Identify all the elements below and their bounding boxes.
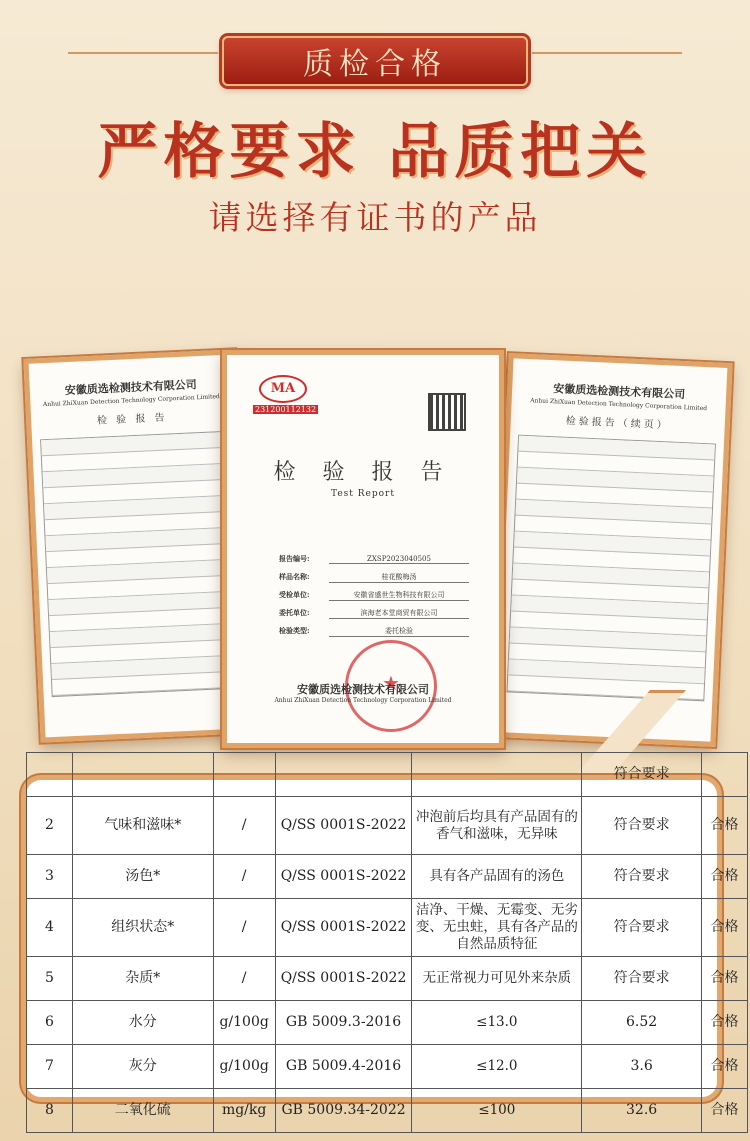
banner-divider-left bbox=[68, 52, 218, 54]
cell-method: Q/SS 0001S-2022 bbox=[275, 957, 412, 1001]
cell-verdict: 合格 bbox=[702, 1089, 748, 1133]
cell-method: GB 5009.4-2016 bbox=[275, 1045, 412, 1089]
cell-verdict: 合格 bbox=[702, 855, 748, 899]
cert-right-company-en: Anhui ZhiXuan Detection Technology Corporation Limited bbox=[530, 397, 708, 413]
subheadline: 请选择有证书的产品 bbox=[208, 198, 542, 237]
cell-result: 符合要求 bbox=[582, 797, 702, 855]
cell-standard: ≤100 bbox=[412, 1089, 582, 1133]
cell-item: 杂质* bbox=[72, 957, 213, 1001]
cell-standard: 无正常视力可见外来杂质 bbox=[412, 957, 582, 1001]
cell-result: 32.6 bbox=[582, 1089, 702, 1133]
zoomed-result-table bbox=[21, 765, 739, 1119]
cert-left-company-en: Anhui ZhiXuan Detection Technology Corporation Limited bbox=[42, 393, 220, 409]
cell-no: 7 bbox=[27, 1045, 73, 1089]
cert-right-table bbox=[506, 435, 715, 702]
report-company-en: Anhui ZhiXuan Detection Technology Corporation Limited bbox=[274, 697, 452, 704]
cert-left-title: 检 验 报 告 bbox=[96, 412, 168, 427]
cell-item: 气味和滋味* bbox=[72, 797, 213, 855]
cell-no: 4 bbox=[27, 899, 73, 957]
field-label: 委托单位: bbox=[279, 608, 310, 617]
cell-result: 6.52 bbox=[582, 1001, 702, 1045]
table-row bbox=[27, 1089, 748, 1133]
top-banner bbox=[222, 36, 528, 86]
cert-left-company: 安徽质选检测技术有限公司 bbox=[64, 378, 198, 398]
cell-method: Q/SS 0001S-2022 bbox=[275, 899, 412, 957]
table-row bbox=[27, 797, 748, 855]
qr-code-icon bbox=[430, 395, 464, 429]
field-row bbox=[279, 622, 469, 640]
table-row bbox=[27, 855, 748, 899]
field-value: 安徽省盛世生物科技有限公司 bbox=[329, 590, 469, 601]
cell-standard: 冲泡前后均具有产品固有的香气和滋味，无异味 bbox=[412, 797, 582, 855]
cert-left-table bbox=[40, 431, 238, 697]
field-row bbox=[279, 550, 469, 568]
top-result-cell: 符合要求 bbox=[582, 753, 702, 797]
cma-logo: MA bbox=[259, 375, 307, 403]
cert-right-company: 安徽质选检测技术有限公司 bbox=[552, 382, 686, 402]
report-title-en: Test Report bbox=[331, 489, 395, 499]
cell-verdict: 合格 bbox=[702, 1001, 748, 1045]
field-value: 滨海老本堂商贸有限公司 bbox=[329, 608, 469, 619]
banner-title: 质检合格 bbox=[303, 47, 447, 82]
cell-method: Q/SS 0001S-2022 bbox=[275, 797, 412, 855]
cell-standard: ≤12.0 bbox=[412, 1045, 582, 1089]
cell-result: 3.6 bbox=[582, 1045, 702, 1089]
field-label: 报告编号: bbox=[279, 554, 310, 563]
cell-unit: / bbox=[213, 797, 275, 855]
field-label: 受检单位: bbox=[279, 590, 310, 599]
cell-standard: ≤13.0 bbox=[412, 1001, 582, 1045]
certificate-main bbox=[222, 350, 504, 748]
cell-method: Q/SS 0001S-2022 bbox=[275, 855, 412, 899]
banner-divider-right bbox=[532, 52, 682, 54]
cell-verdict: 合格 bbox=[702, 1045, 748, 1089]
field-label: 样品名称: bbox=[279, 572, 310, 581]
cell-no: 6 bbox=[27, 1001, 73, 1045]
certificate-left bbox=[23, 349, 252, 742]
cell-unit: / bbox=[213, 957, 275, 1001]
field-row bbox=[279, 586, 469, 604]
cell-result: 符合要求 bbox=[582, 855, 702, 899]
cell-method: GB 5009.3-2016 bbox=[275, 1001, 412, 1045]
cell-verdict: 合格 bbox=[702, 957, 748, 1001]
certificate-right bbox=[491, 353, 732, 747]
cell-no: 8 bbox=[27, 1089, 73, 1133]
headline: 严格要求 品质把关 bbox=[97, 117, 653, 187]
cell-unit: g/100g bbox=[213, 1001, 275, 1045]
cell-unit: g/100g bbox=[213, 1045, 275, 1089]
cell-no: 5 bbox=[27, 957, 73, 1001]
cell-verdict: 合格 bbox=[702, 797, 748, 855]
report-fields bbox=[279, 550, 469, 640]
field-label: 检验类型: bbox=[279, 626, 310, 635]
cell-standard: 洁净、干燥、无霉变、无劣变、无虫蛀，具有各产品的自然品质特征 bbox=[412, 899, 582, 957]
cert-right-title: 检验报告（续页） bbox=[565, 415, 670, 432]
field-value: 委托检验 bbox=[329, 626, 469, 637]
cell-no: 3 bbox=[27, 855, 73, 899]
cell-standard: 具有各产品固有的汤色 bbox=[412, 855, 582, 899]
table-row bbox=[27, 957, 748, 1001]
cell-method: GB 5009.34-2022 bbox=[275, 1089, 412, 1133]
cell-result: 符合要求 bbox=[582, 899, 702, 957]
table-row bbox=[27, 753, 748, 797]
field-value: ZXSP2023040505 bbox=[329, 555, 469, 564]
report-title: 检 验 报 告 bbox=[273, 460, 453, 485]
cell-unit: / bbox=[213, 899, 275, 957]
field-value: 桂花酸梅汤 bbox=[329, 572, 469, 583]
table-row bbox=[27, 1001, 748, 1045]
cell-result: 符合要求 bbox=[582, 957, 702, 1001]
table-row bbox=[27, 1045, 748, 1089]
cell-item: 汤色* bbox=[72, 855, 213, 899]
cell-item: 灰分 bbox=[72, 1045, 213, 1089]
cell-item: 二氧化硫 bbox=[72, 1089, 213, 1133]
cell-no: 2 bbox=[27, 797, 73, 855]
cell-unit: mg/kg bbox=[213, 1089, 275, 1133]
cell-unit: / bbox=[213, 855, 275, 899]
cell-item: 水分 bbox=[72, 1001, 213, 1045]
field-row bbox=[279, 604, 469, 622]
cell-item: 组织状态* bbox=[72, 899, 213, 957]
cell-verdict: 合格 bbox=[702, 899, 748, 957]
cma-code: 231200112132 bbox=[255, 405, 317, 414]
table-row bbox=[27, 899, 748, 957]
field-row bbox=[279, 568, 469, 586]
report-company: 安徽质选检测技术有限公司 bbox=[297, 683, 429, 696]
